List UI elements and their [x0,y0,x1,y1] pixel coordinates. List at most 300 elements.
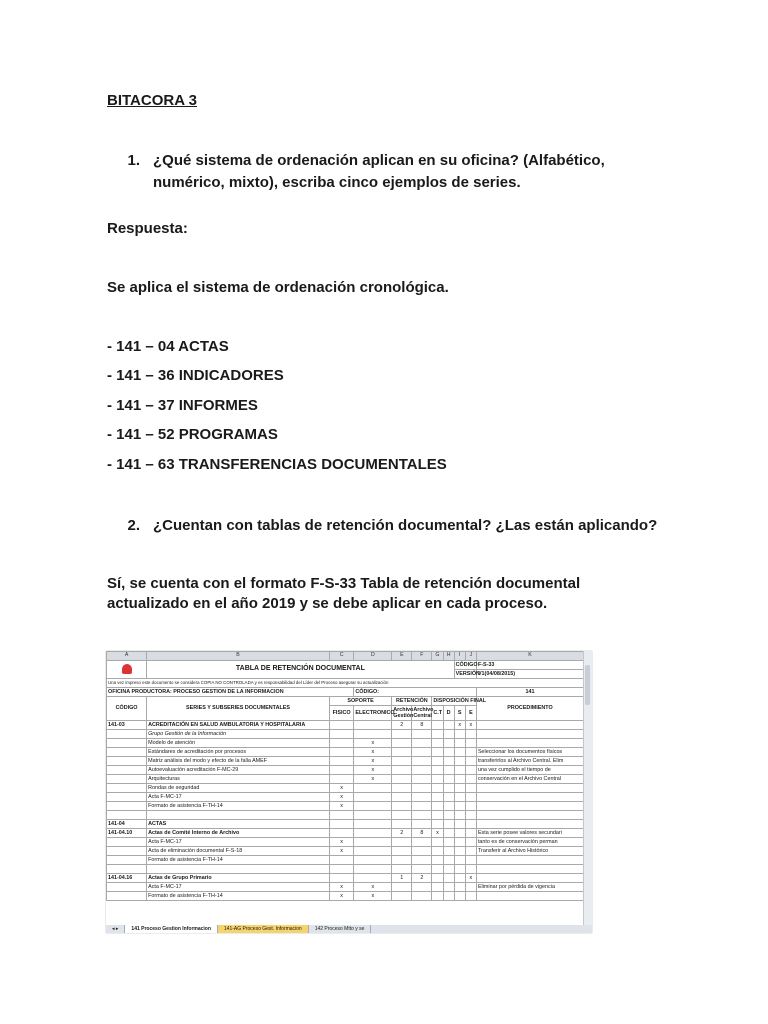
vertical-scrollbar[interactable] [583,651,592,925]
cell-electronico[interactable] [354,784,392,793]
sheet-tab-bar [106,925,592,933]
version-value: V1(04/08/2015) [476,670,583,679]
cell-series-name[interactable]: Acta F-MC-17 [147,838,330,847]
cell-e[interactable] [465,766,476,775]
cell-electronico[interactable]: x [354,766,392,775]
header-series: SERIES Y SUBSERIES DOCUMENTALES [147,697,330,721]
list-item: - 141 – 04 ACTAS [107,338,229,355]
cell-electronico[interactable]: x [354,757,392,766]
cell-archivo-central[interactable] [412,883,432,892]
table-row [107,730,584,739]
list-item: - 141 – 52 PROGRAMAS [107,426,278,443]
cell-electronico[interactable]: x [354,739,392,748]
cell-fisico[interactable] [329,730,354,739]
cell-fisico[interactable]: x [329,892,354,901]
cell-e[interactable]: x [465,874,476,883]
cell-fisico[interactable] [329,820,354,829]
cell-electronico[interactable]: x [354,775,392,784]
header-d: D [443,706,454,721]
cell-d[interactable] [443,748,454,757]
cell-procedimiento[interactable] [476,739,583,748]
question-text: ¿Cuentan con tablas de retención documental? ¿Las están aplicando? [153,517,658,534]
cell-ct[interactable] [432,721,443,730]
cell-ct[interactable] [432,892,443,901]
cell-code[interactable] [107,865,147,874]
cell-archivo-central[interactable] [412,793,432,802]
cell-archivo-gestion[interactable] [392,802,412,811]
cell-procedimiento[interactable] [476,784,583,793]
cell-s[interactable] [454,739,465,748]
cell-ct[interactable] [432,730,443,739]
cell-ct[interactable] [432,883,443,892]
cell-code[interactable] [107,847,147,856]
table-row [107,757,584,766]
cell-code[interactable]: 141-04.10 [107,829,147,838]
cell-s[interactable] [454,847,465,856]
cell-fisico[interactable] [329,874,354,883]
cell-fisico[interactable] [329,739,354,748]
cell-s[interactable] [454,829,465,838]
codigo-value: F-S-33 [476,661,583,670]
table-row [107,775,584,784]
cell-code[interactable] [107,757,147,766]
cell-s[interactable] [454,865,465,874]
cell-fisico[interactable]: x [329,838,354,847]
cell-s[interactable] [454,775,465,784]
cell-s[interactable] [454,784,465,793]
cell-series-name[interactable]: Modelo de atención [147,739,330,748]
header-archivo-central: Archivo Central [413,706,434,719]
table-row [107,865,584,874]
cell-code[interactable] [107,784,147,793]
logo-cell [107,661,147,679]
cell-s[interactable] [454,883,465,892]
cell-series-name[interactable]: Actas de Grupo Primario [147,874,330,883]
cell-electronico[interactable]: x [354,748,392,757]
cell-electronico[interactable] [354,829,392,838]
cell-ct[interactable] [432,811,443,820]
question-number: 2. [127,517,140,534]
cell-archivo-central[interactable] [412,766,432,775]
column-header[interactable]: K [476,652,583,661]
cell-series-name[interactable]: Estándares de acreditación por procesos [147,748,330,757]
cell-procedimiento[interactable]: transferirlos al Archivo Central. Elim [476,757,583,766]
cell-d[interactable] [443,730,454,739]
cell-d[interactable] [443,739,454,748]
table-row [107,721,584,730]
cell-electronico[interactable] [354,874,392,883]
cell-archivo-central[interactable] [412,775,432,784]
cell-electronico[interactable] [354,793,392,802]
cell-series-name[interactable]: Autoevaluación acreditación F-MC-29 [147,766,330,775]
cell-e[interactable] [465,793,476,802]
answer-1: Se aplica el sistema de ordenación cronológica. [107,279,449,296]
cell-procedimiento[interactable] [476,892,583,901]
cell-ct[interactable] [432,739,443,748]
cell-code[interactable] [107,766,147,775]
document-title: BITACORA 3 [107,92,197,109]
cell-archivo-gestion[interactable] [392,766,412,775]
cell-procedimiento[interactable] [476,802,583,811]
cell-electronico[interactable] [354,802,392,811]
cell-ct[interactable] [432,865,443,874]
cell-procedimiento[interactable] [476,730,583,739]
question-text: ¿Qué sistema de ordenación aplican en su oficina? (Alfabético, numérico, mixto), escriba cinco ejemplos de series. [153,152,605,191]
cell-ct[interactable] [432,802,443,811]
cell-s[interactable] [454,730,465,739]
cell-archivo-gestion[interactable]: 2 [392,721,412,730]
cell-electronico[interactable] [354,811,392,820]
table-row [107,847,584,856]
table-row [107,883,584,892]
column-header-row [107,652,584,661]
column-header[interactable]: A [107,652,147,661]
list-item: - 141 – 36 INDICADORES [107,367,284,384]
cell-archivo-central[interactable] [412,730,432,739]
cell-d[interactable] [443,838,454,847]
cell-fisico[interactable] [329,856,354,865]
column-header[interactable]: B [147,652,330,661]
cell-d[interactable] [443,802,454,811]
cell-archivo-central[interactable]: 8 [412,829,432,838]
cell-archivo-central[interactable] [412,847,432,856]
cell-archivo-gestion[interactable] [392,739,412,748]
cell-fisico[interactable]: x [329,883,354,892]
list-item: - 141 – 63 TRANSFERENCIAS DOCUMENTALES [107,456,447,473]
cell-series-name[interactable]: Acta de eliminación documental F-S-18 [147,847,330,856]
table-row [107,874,584,883]
cell-code[interactable] [107,748,147,757]
cell-archivo-gestion[interactable] [392,793,412,802]
cell-ct[interactable] [432,766,443,775]
cell-s[interactable] [454,874,465,883]
spreadsheet-image [106,651,592,933]
column-header[interactable]: I [454,652,465,661]
cell-code[interactable] [107,775,147,784]
header-retencion: RETENCIÓN [392,697,432,706]
cell-series-name[interactable]: Grupo Gestión de la Información [147,730,330,739]
cell-series-name[interactable]: Arquitecturas [147,775,330,784]
cell-procedimiento[interactable]: Seleccionar los documentos físicos [476,748,583,757]
cell-s[interactable] [454,766,465,775]
cell-procedimiento[interactable]: Esta serie posee valores secundari [476,829,583,838]
cell-code[interactable] [107,739,147,748]
cell-d[interactable] [443,856,454,865]
cell-electronico[interactable] [354,856,392,865]
cell-code[interactable]: 141-04 [107,820,147,829]
cell-archivo-central[interactable] [412,739,432,748]
sheet-tab[interactable]: 142 Proceso Mtto y se [309,925,372,933]
cell-archivo-gestion[interactable] [392,748,412,757]
cell-series-name[interactable]: Acta F-MC-17 [147,793,330,802]
tab-nav-arrows[interactable]: ◂ ▸ [106,925,125,933]
cell-d[interactable] [443,847,454,856]
cell-e[interactable] [465,847,476,856]
cell-procedimiento[interactable]: conservación en el Archivo Central [476,775,583,784]
cell-s[interactable] [454,748,465,757]
cell-e[interactable] [465,802,476,811]
cell-code[interactable] [107,838,147,847]
cell-code[interactable] [107,730,147,739]
cell-procedimiento[interactable] [476,874,583,883]
cell-code[interactable] [107,811,147,820]
header-procedimiento: PROCEDIMIENTO [476,697,583,721]
cell-code[interactable]: 141-04.16 [107,874,147,883]
table-row [107,829,584,838]
sheet-tab[interactable]: 141-AG Proceso Gest. Informacion [218,925,309,933]
table-row [107,739,584,748]
answer-2-line-1: Sí, se cuenta con el formato F-S-33 Tabla de retención documental [107,575,581,592]
cell-archivo-central[interactable]: 2 [412,874,432,883]
cell-s[interactable] [454,757,465,766]
header-fisico: FISICO [329,706,354,721]
cell-procedimiento[interactable]: Eliminar por pérdida de vigencia [476,883,583,892]
table-row [107,811,584,820]
header-archivo-gestion: Archivo Gestión [393,706,414,719]
cell-electronico[interactable] [354,730,392,739]
cell-archivo-gestion[interactable] [392,757,412,766]
cell-fisico[interactable] [329,766,354,775]
sheet-title: TABLA DE RETENCIÓN DOCUMENTAL [147,661,455,679]
cell-archivo-gestion[interactable] [392,847,412,856]
column-header[interactable]: E [392,652,412,661]
cell-ct[interactable]: x [432,829,443,838]
cell-fisico[interactable] [329,865,354,874]
cell-archivo-central[interactable] [412,892,432,901]
cell-d[interactable] [443,892,454,901]
cell-procedimiento[interactable] [476,865,583,874]
header-electronico: ELECTRONICO [354,706,392,721]
cell-procedimiento[interactable] [476,721,583,730]
cell-archivo-gestion[interactable] [392,784,412,793]
oficina-productora: OFICINA PRODUCTORA: PROCESO GESTION DE LA INFORMACION [107,688,354,697]
answer-2-line-2: actualizado en el año 2019 y se debe aplicar en cada proceso. [107,595,548,612]
cell-e[interactable] [465,730,476,739]
cell-d[interactable] [443,811,454,820]
hospital-logo-icon [122,664,132,674]
cell-series-name[interactable] [147,865,330,874]
table-row [107,838,584,847]
cell-d[interactable] [443,775,454,784]
header-s: S [454,706,465,721]
cell-archivo-gestion[interactable] [392,892,412,901]
cell-archivo-gestion[interactable] [392,883,412,892]
cell-d[interactable] [443,820,454,829]
cell-code[interactable] [107,892,147,901]
table-row [107,766,584,775]
cell-e[interactable] [465,865,476,874]
cell-fisico[interactable] [329,811,354,820]
cell-ct[interactable] [432,793,443,802]
cell-e[interactable] [465,748,476,757]
cell-electronico[interactable]: x [354,883,392,892]
header-disposicion: DISPOSICIÓN FINAL [433,697,487,704]
cell-series-name[interactable]: Matriz análisis del modo y efecto de la falla AMEF [147,757,330,766]
header-codigo: CÓDIGO [107,697,147,721]
cell-archivo-central[interactable]: 8 [412,721,432,730]
cell-ct[interactable] [432,775,443,784]
cell-archivo-gestion[interactable] [392,820,412,829]
cell-series-name[interactable]: ACREDITACIÓN EN SALUD AMBULATORIA Y HOSPITALARIA [147,721,330,730]
cell-code[interactable] [107,883,147,892]
cell-d[interactable] [443,757,454,766]
cell-d[interactable] [443,829,454,838]
cell-archivo-gestion[interactable] [392,811,412,820]
cell-e[interactable] [465,838,476,847]
table-row [107,748,584,757]
cell-procedimiento[interactable]: tanto es de conservación perman [476,838,583,847]
cell-electronico[interactable] [354,847,392,856]
respuesta-label: Respuesta: [107,220,188,237]
table-row [107,892,584,901]
cell-d[interactable] [443,766,454,775]
table-row [107,784,584,793]
cell-ct[interactable] [432,820,443,829]
cell-archivo-central[interactable] [412,811,432,820]
cell-series-name[interactable]: Formato de asistencia F-TH-14 [147,892,330,901]
cell-ct[interactable] [432,838,443,847]
cell-fisico[interactable]: x [329,847,354,856]
question-number: 1. [127,152,140,169]
cell-fisico[interactable]: x [329,802,354,811]
table-row [107,820,584,829]
cell-ct[interactable] [432,847,443,856]
cell-series-name[interactable]: Acta F-MC-17 [147,883,330,892]
cell-code[interactable] [107,856,147,865]
cell-code[interactable] [107,802,147,811]
cell-s[interactable] [454,820,465,829]
cell-fisico[interactable] [329,829,354,838]
cell-series-name[interactable]: Actas de Comité Interno de Archivo [147,829,330,838]
cell-electronico[interactable] [354,838,392,847]
cell-ct[interactable] [432,874,443,883]
cell-d[interactable] [443,883,454,892]
cell-e[interactable] [465,856,476,865]
table-row [107,802,584,811]
cell-s[interactable] [454,811,465,820]
cell-s[interactable] [454,802,465,811]
header-soporte: SOPORTE [329,697,391,706]
cell-ct[interactable] [432,748,443,757]
cell-d[interactable] [443,784,454,793]
header-ct: C.T [432,706,443,721]
column-header[interactable]: D [354,652,392,661]
cell-e[interactable] [465,775,476,784]
cell-procedimiento[interactable] [476,811,583,820]
cell-ct[interactable] [432,856,443,865]
cell-archivo-central[interactable] [412,865,432,874]
cell-e[interactable] [465,820,476,829]
cell-archivo-gestion[interactable] [392,730,412,739]
cell-electronico[interactable] [354,721,392,730]
cell-e[interactable] [465,892,476,901]
cell-d[interactable] [443,721,454,730]
cell-procedimiento[interactable]: Transferir al Archivo Histórico [476,847,583,856]
list-item: - 141 – 37 INFORMES [107,397,258,414]
sheet-tab[interactable]: 141 Proceso Gestion Informacion [125,925,217,933]
cell-archivo-central[interactable] [412,757,432,766]
cell-series-name[interactable]: Rondas de seguridad [147,784,330,793]
control-note: Una vez impreso este documento se considera COPIA NO CONTROLADA y es responsabilidad del Líder del Proceso asegurar su actualización [107,679,584,688]
cell-archivo-gestion[interactable]: 1 [392,874,412,883]
cell-series-name[interactable]: Formato de asistencia F-TH-14 [147,856,330,865]
cell-series-name[interactable] [147,811,330,820]
codigo-label: CÓDIGO [455,661,478,668]
cell-e[interactable] [465,829,476,838]
cell-s[interactable] [454,793,465,802]
table-row [107,793,584,802]
scroll-thumb[interactable] [585,665,590,705]
header-e: E [465,706,476,721]
codigo-colon: CÓDIGO: [354,688,477,697]
column-header[interactable]: H [443,652,454,661]
cell-e[interactable] [465,811,476,820]
cell-fisico[interactable] [329,757,354,766]
cell-e[interactable] [465,739,476,748]
codigo-num: 141 [476,688,583,697]
table-row [107,856,584,865]
column-header[interactable]: J [465,652,476,661]
cell-electronico[interactable]: x [354,892,392,901]
cell-fisico[interactable] [329,748,354,757]
cell-e[interactable]: x [465,721,476,730]
cell-s[interactable] [454,838,465,847]
cell-e[interactable] [465,757,476,766]
cell-archivo-gestion[interactable]: 2 [392,829,412,838]
cell-s[interactable]: x [454,721,465,730]
cell-code[interactable]: 141-03 [107,721,147,730]
column-header[interactable]: F [412,652,432,661]
cell-archivo-gestion[interactable] [392,856,412,865]
version-label: VERSIÓN [455,670,480,677]
cell-ct[interactable] [432,757,443,766]
column-header[interactable]: C [329,652,354,661]
cell-archivo-central[interactable] [412,838,432,847]
cell-fisico[interactable] [329,721,354,730]
cell-s[interactable] [454,856,465,865]
cell-procedimiento[interactable] [476,856,583,865]
cell-fisico[interactable] [329,775,354,784]
cell-electronico[interactable] [354,865,392,874]
cell-electronico[interactable] [354,820,392,829]
cell-procedimiento[interactable] [476,820,583,829]
cell-fisico[interactable]: x [329,793,354,802]
cell-d[interactable] [443,865,454,874]
cell-series-name[interactable]: ACTAS [147,820,330,829]
cell-e[interactable] [465,784,476,793]
cell-ct[interactable] [432,784,443,793]
cell-fisico[interactable]: x [329,784,354,793]
cell-archivo-gestion[interactable] [392,865,412,874]
cell-e[interactable] [465,883,476,892]
cell-d[interactable] [443,874,454,883]
cell-archivo-central[interactable] [412,784,432,793]
cell-archivo-central[interactable] [412,748,432,757]
cell-series-name[interactable]: Formato de asistencia F-TH-14 [147,802,330,811]
cell-archivo-gestion[interactable] [392,775,412,784]
cell-archivo-central[interactable] [412,856,432,865]
cell-archivo-central[interactable] [412,802,432,811]
cell-s[interactable] [454,892,465,901]
column-header[interactable]: G [432,652,443,661]
cell-archivo-central[interactable] [412,820,432,829]
cell-code[interactable] [107,793,147,802]
cell-procedimiento[interactable]: una vez cumplido el tiempo de [476,766,583,775]
retention-table [106,651,584,901]
cell-archivo-gestion[interactable] [392,838,412,847]
cell-d[interactable] [443,793,454,802]
cell-procedimiento[interactable] [476,793,583,802]
